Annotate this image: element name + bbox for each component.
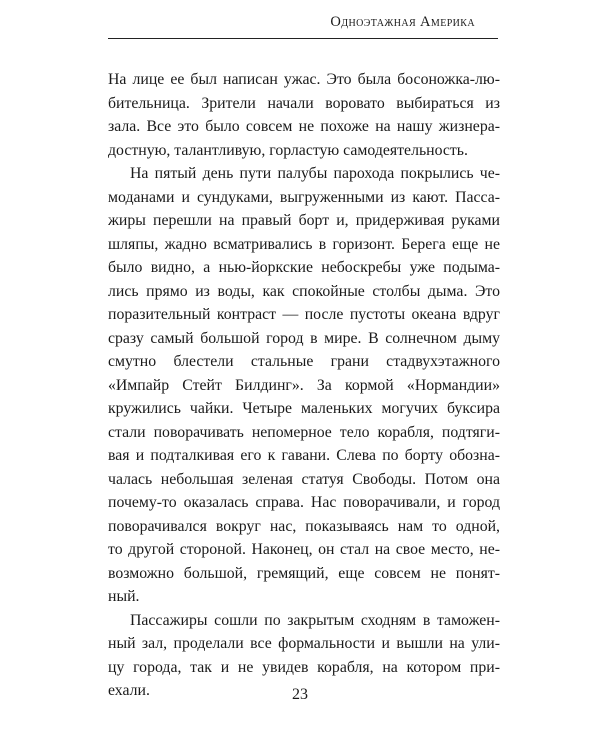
text-line: зала. Все это было совсем не похоже на нашу жизнера- — [108, 118, 500, 135]
text-line: Пассажиры сошли по закрытым сходням в таможен- — [130, 611, 500, 629]
text-line: смутно блестели стальные грани стадвухэтажного — [108, 353, 500, 370]
text-line: цу города, так и не увидев корабля, на котором при- — [108, 658, 500, 676]
text-line: то другой стороной. Наконец, он стал на свое место, не- — [108, 541, 500, 558]
page-number: 23 — [292, 686, 308, 703]
text-line: бительница. Зрители начали воровато выбираться из — [108, 94, 500, 112]
running-head: Одноэтажная Америка — [330, 14, 475, 30]
body-text — [108, 68, 500, 703]
text-line: На лице ее был написан ужас. Это была босоножка-лю- — [108, 71, 500, 88]
text-line: шляпы, жадно всматривались в горизонт. Берега еще не — [108, 235, 500, 253]
text-line: поразительный контраст — после пустоты океана вдруг — [108, 306, 500, 323]
text-line: жиры перешли на правый борт и, придерживая руками — [108, 212, 500, 229]
header-rule — [108, 38, 498, 39]
text-line: возможно большой, гремящий, еще совсем не понят- — [108, 564, 500, 582]
text-line: ехали. — [108, 682, 150, 699]
text-line: На пятый день пути палубы парохода покрылись че- — [130, 165, 500, 182]
text-line: «Импайр Стейт Билдинг». За кормой «Нормандии» — [108, 376, 500, 394]
text-line: лись прямо из воды, как спокойные столбы дыма. Это — [108, 282, 500, 300]
text-line: было видно, а нью-йоркские небоскребы уже подыма- — [108, 259, 500, 276]
text-line: вая и подталкивая его к гавани. Слева по борту обозна- — [108, 447, 500, 464]
text-line: почему-то оказалась справа. Нас поворачивали, и город — [108, 494, 500, 511]
text-line: стали поворачивать непомерное тело корабля, подтяги- — [108, 423, 500, 441]
text-line: ный зал, проделали все формальности и вышли на ули- — [108, 635, 500, 652]
text-line: кружились чайки. Четыре маленьких могучих буксира — [108, 400, 500, 417]
paragraph — [108, 162, 500, 609]
text-line: чалась небольшая зеленая статуя Свободы. Потом она — [108, 470, 500, 488]
text-line: ный. — [108, 588, 140, 605]
text-line: достную, талантливую, горластую самодеятельность. — [108, 141, 468, 159]
text-line: моданами и сундуками, выгруженными из кают. Пасса- — [108, 188, 500, 206]
paragraph — [108, 68, 500, 162]
text-line: сразу самый большой город в мире. В солнечном дыму — [108, 329, 500, 347]
text-line: поворачивался вокруг нас, показываясь нам то одной, — [108, 517, 500, 535]
